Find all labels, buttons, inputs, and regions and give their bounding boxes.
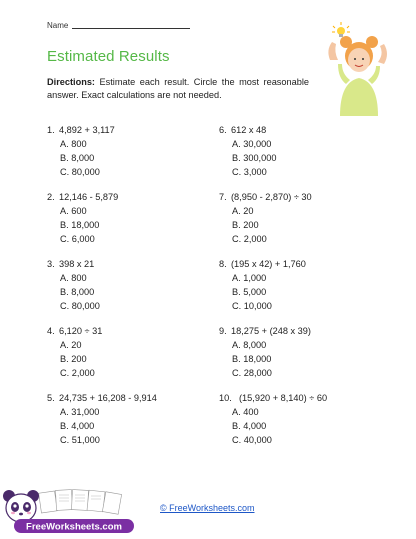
option-c[interactable]: C. 2,000 [60, 368, 95, 378]
option-a[interactable]: A. 31,000 [60, 407, 100, 417]
option-a[interactable]: A. 800 [60, 273, 87, 283]
question-number: 9. [219, 326, 227, 336]
freeworksheets-logo [0, 486, 140, 539]
option-c[interactable]: C. 2,000 [232, 234, 267, 244]
option-c[interactable]: C. 40,000 [232, 435, 272, 445]
questions-left-column [47, 123, 157, 458]
question-9 [219, 324, 327, 391]
option-b[interactable]: B. 18,000 [232, 354, 272, 364]
question-number: 4. [47, 326, 55, 336]
option-c[interactable]: C. 28,000 [232, 368, 272, 378]
option-b[interactable]: B. 8,000 [60, 153, 95, 163]
name-label: Name [47, 21, 69, 30]
question-number: 3. [47, 259, 55, 269]
option-a[interactable]: A. 600 [60, 206, 87, 216]
option-a[interactable]: A. 20 [60, 340, 82, 350]
questions-right-column [219, 123, 327, 458]
option-c[interactable]: C. 80,000 [60, 301, 100, 311]
option-b[interactable]: B. 4,000 [60, 421, 95, 431]
freeworksheets-link[interactable]: © FreeWorksheets.com [160, 503, 255, 513]
question-6 [219, 123, 327, 190]
option-c[interactable]: C. 3,000 [232, 167, 267, 177]
option-a[interactable]: A. 8,000 [232, 340, 267, 350]
option-b[interactable]: B. 18,000 [60, 220, 100, 230]
question-number: 7. [219, 192, 227, 202]
question-3 [47, 257, 157, 324]
question-number: 10. [219, 393, 232, 403]
question-expression: 4,892 + 3,117 [59, 125, 115, 135]
directions-text: Estimate each result. Circle the most reasonable answer. Exact calculations are not needed. [47, 77, 309, 100]
option-a[interactable]: A. 30,000 [232, 139, 272, 149]
question-expression: (8,950 - 2,870) ÷ 30 [231, 192, 312, 202]
option-b[interactable]: B. 200 [232, 220, 259, 230]
option-c[interactable]: C. 6,000 [60, 234, 95, 244]
question-expression: (15,920 + 8,140) ÷ 60 [239, 393, 328, 403]
option-b[interactable]: B. 5,000 [232, 287, 267, 297]
option-b[interactable]: B. 200 [60, 354, 87, 364]
name-field [47, 21, 190, 30]
lightbulb-icon [332, 22, 350, 37]
question-expression: 398 x 21 [59, 259, 95, 269]
question-1 [47, 123, 157, 190]
logo-wordmark: FreeWorksheets.com [26, 521, 122, 533]
page-title: Estimated Results [47, 48, 170, 65]
question-expression: 12,146 - 5,879 [59, 192, 119, 202]
option-c[interactable]: C. 10,000 [232, 301, 272, 311]
question-8 [219, 257, 327, 324]
option-a[interactable]: A. 800 [60, 139, 87, 149]
question-4 [47, 324, 157, 391]
directions [47, 76, 309, 102]
worksheet-thumbnails-icon [39, 490, 122, 515]
directions-label: Directions: [47, 77, 95, 87]
question-expression: 6,120 ÷ 31 [59, 326, 103, 336]
option-b[interactable]: B. 8,000 [60, 287, 95, 297]
question-10 [219, 391, 327, 458]
question-number: 8. [219, 259, 227, 269]
question-5 [47, 391, 157, 458]
girl-lightbulb-illustration [318, 20, 398, 116]
option-a[interactable]: A. 1,000 [232, 273, 267, 283]
option-c[interactable]: C. 80,000 [60, 167, 100, 177]
name-line [72, 28, 190, 29]
question-number: 1. [47, 125, 55, 135]
option-a[interactable]: A. 400 [232, 407, 259, 417]
option-b[interactable]: B. 4,000 [232, 421, 267, 431]
question-number: 6. [219, 125, 227, 135]
question-2 [47, 190, 157, 257]
question-expression: 24,735 + 16,208 - 9,914 [59, 393, 157, 403]
option-b[interactable]: B. 300,000 [232, 153, 277, 163]
question-number: 5. [47, 393, 55, 403]
question-number: 2. [47, 192, 55, 202]
question-expression: 612 x 48 [231, 125, 267, 135]
option-c[interactable]: C. 51,000 [60, 435, 100, 445]
question-7 [219, 190, 327, 257]
panda-mascot-icon [3, 490, 39, 522]
question-expression: 18,275 + (248 x 39) [231, 326, 311, 336]
question-expression: (195 x 42) + 1,760 [231, 259, 306, 269]
option-a[interactable]: A. 20 [232, 206, 254, 216]
